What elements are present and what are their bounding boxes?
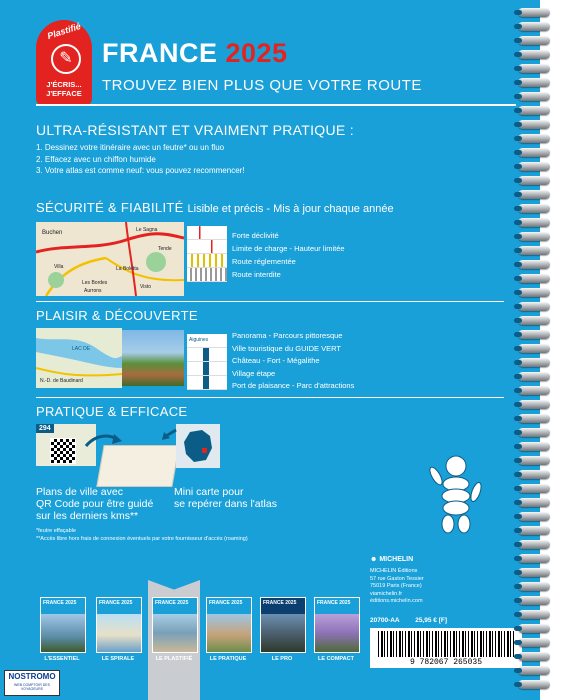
spiral-coil [518,372,550,381]
spiral-coil [518,218,550,227]
spiral-coil [518,92,550,101]
badge-top-text: Plastifié [46,20,82,42]
plaisir-legend [232,330,354,393]
map-label: La Boletta [116,266,139,272]
spiral-coil [518,526,550,535]
product-cover [314,597,360,653]
pen-icon: ✎ [51,44,81,74]
spiral-coil [518,568,550,577]
plaisir-map [36,328,122,388]
cover-photo [153,614,197,652]
address-line: éditions.michelin.com [370,598,423,604]
michelin-man-icon: ☻ [370,556,378,563]
cover-photo [261,614,305,652]
spiral-coil [518,232,550,241]
cover-title-band: FRANCE 2025 [41,598,85,614]
spiral-coil [518,554,550,563]
lake-map-illustration [36,328,122,388]
page-badge: 294 [36,424,54,433]
spiral-coil [518,330,550,339]
cover-title-band: FRANCE 2025 [153,598,197,614]
caption-line: se repérer dans l'atlas [174,498,277,510]
steep-gradient-icon [187,226,227,240]
spiral-coil [518,470,550,479]
spiral-coil [518,22,550,31]
spiral-coil [518,484,550,493]
header-rule [36,104,516,106]
spiral-coil [518,64,550,73]
caption-line: sur les derniers kms** [36,510,139,522]
qr-code-icon [50,438,76,464]
spiral-coil [518,120,550,129]
legend-item: Panorama - Parcours pittoresque [232,331,343,340]
spiral-coil [518,274,550,283]
intro-steps [36,142,245,177]
legend-item: Château - Fort - Mégalithe [232,356,320,365]
intro-step: 1. Dessinez votre itinéraire avec un feutre* ou un fluo [36,143,225,152]
legend-item: Village étape [232,368,276,378]
spiral-coil [518,50,550,59]
product-label: LE SPIRALE [101,656,135,662]
section-divider [36,301,504,302]
securite-legend-symbols [187,226,227,282]
city-plan-caption [36,486,153,522]
caption-line: QR Code pour être guidé [36,498,154,510]
map-label: Le Sagna [136,227,158,233]
map-label: N.-D. de Baudinard [40,378,83,384]
spiral-coil [518,344,550,353]
watermark-tag: WEB COMPTOIR DES VOYAGEURS [14,683,50,691]
map-label: Visto [140,284,152,290]
product-cover [152,597,198,653]
cover-photo [97,614,141,652]
product-cover [40,597,86,653]
publisher-address [370,568,424,606]
footnotes [36,527,248,543]
product-label: L'ESSENTIEL [44,656,80,662]
address-line: MICHELIN Éditions [370,568,418,574]
spiral-coil [518,134,550,143]
panorama-icon: Aiguines [187,334,227,348]
spiral-coil [518,316,550,325]
badge-bottom-text: J'ÉCRIS... J'EFFACE [46,80,82,98]
spiral-coil [518,414,550,423]
spiral-coil [518,148,550,157]
harbour-icon [187,376,227,390]
map-label: Aurrons [84,288,102,294]
spiral-coil [518,540,550,549]
product-cover [260,597,306,653]
reference-code: 20700-AA [370,617,400,624]
watermark-name: NOSTROMO [8,672,56,681]
spiral-coil [518,288,550,297]
atlas-title [102,38,288,69]
village-photo [122,330,184,386]
cover-title-band: FRANCE 2025 [97,598,141,614]
road-map-illustration [36,222,184,296]
legend-item: Ville touristique du GUIDE VERT [232,343,341,353]
spiral-binding [518,8,552,700]
spiral-coil [518,456,550,465]
spiral-coil [518,302,550,311]
address-line: 75019 Paris (France) [370,583,422,589]
spiral-coil [518,78,550,87]
village-icon [187,362,227,376]
product-label: LE PRATIQUE [209,656,247,662]
prohibited-road-icon [187,268,227,282]
caption-line: Mini carte pour [174,486,244,498]
bibendum-mascot-icon [426,452,486,538]
spiral-coil [518,610,550,619]
legend-item: Limite de charge - Hauteur limitée [232,244,345,253]
intro-step: 2. Effacez avec un chiffon humide [36,154,156,164]
product-cover [96,597,142,653]
spiral-coil [518,428,550,437]
spiral-coil [518,652,550,661]
spiral-coil [518,358,550,367]
spiral-coil [518,596,550,605]
michelin-logo [370,556,413,563]
intro-step: 3. Votre atlas est comme neuf: vous pouvez recommencer! [36,166,245,175]
spiral-coil [518,190,550,199]
plaisir-heading: PLAISIR & DÉCOUVERTE [36,308,198,323]
spiral-coil [518,246,550,255]
spiral-coil [518,512,550,521]
price-row [370,617,447,624]
spiral-coil [518,638,550,647]
legend-item: Route réglementée [232,257,296,266]
cover-title-band: FRANCE 2025 [207,598,251,614]
map-label: Villa [54,264,64,270]
brand-name: MICHELIN [379,556,414,563]
cover-title-band: FRANCE 2025 [315,598,359,614]
arrow-icon [160,426,180,444]
price: 25,95 € [F] [415,617,447,624]
load-limit-icon [187,240,227,254]
footnote: *feutre effaçable [36,528,76,534]
cover-photo [315,614,359,652]
securite-subtitle: Lisible et précis - Mis à jour chaque année [187,203,394,215]
atlas-subtitle: TROUVEZ BIEN PLUS QUE VOTRE ROUTE [102,77,422,94]
footnote: **Accès libre hors frais de connexion éventuels par votre fournisseur d'accès (roaming) [36,536,248,542]
spiral-coil [518,400,550,409]
product-label: LE PLASTIFIÉ [155,656,193,662]
title-year: 2025 [225,38,288,68]
legend-item: Port de plaisance - Parc d'attractions [232,381,355,390]
spiral-coil [518,498,550,507]
address-line: 57 rue Gaston Tessier [370,575,424,582]
isbn-number: 9 782067 265035 [409,658,482,667]
pratique-heading: PRATIQUE & EFFICACE [36,404,188,419]
legend-item: Route interdite [232,270,281,279]
spiral-coil [518,442,550,451]
intro-heading: ULTRA-RÉSISTANT ET VRAIMENT PRATIQUE : [36,122,354,138]
spiral-coil [518,204,550,213]
spiral-coil [518,624,550,633]
spiral-coil [518,582,550,591]
open-atlas-illustration [96,445,179,487]
spiral-coil [518,176,550,185]
spiral-coil [518,8,550,17]
regulated-road-icon [187,254,227,268]
spiral-coil [518,106,550,115]
product-cover [206,597,252,653]
mini-france-map [176,424,220,468]
securite-legend [232,229,345,281]
cover-photo [207,614,251,652]
cover-title-band: FRANCE 2025 [261,598,305,614]
spiral-coil [518,386,550,395]
spiral-coil [518,162,550,171]
title-text: FRANCE [102,38,218,68]
spiral-coil [518,680,550,689]
securite-heading [36,200,394,215]
mini-map-caption [174,486,277,510]
address-line: viamichelin.fr [370,590,403,597]
securite-map [36,222,184,296]
spiral-coil [518,36,550,45]
caption-line: Plans de ville avec [36,486,123,498]
isbn-barcode [370,628,522,668]
map-label: Buchen [42,230,63,236]
nostromo-watermark [4,670,60,696]
france-map-icon [176,424,220,468]
legend-item: Forte déclivité [232,231,279,240]
product-label: LE PRO [271,656,293,662]
product-label: LE COMPACT [318,656,354,662]
section-divider [36,397,504,398]
spiral-coil [518,260,550,269]
map-label: Les Bordes [82,280,108,286]
map-label: Tende [158,246,172,252]
plastifie-badge [36,20,92,106]
barcode-bars [378,631,516,657]
map-label: LAC DE [72,346,91,352]
cover-photo [41,614,85,652]
securite-title: SÉCURITÉ & FIABILITÉ [36,200,184,215]
castle-icon [187,348,227,362]
spiral-coil [518,666,550,675]
plaisir-legend-symbols [187,334,227,388]
